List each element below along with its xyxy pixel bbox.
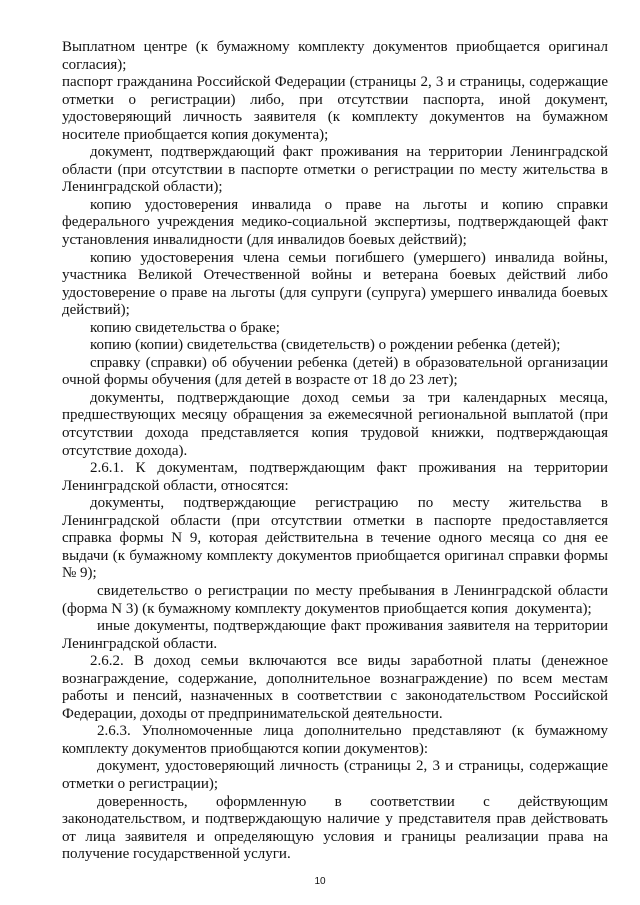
text-line: удостоверение о праве на льготы (для супруги (супруга) умершего инвалида боевых (62, 284, 608, 301)
text-line: отсутствие дохода). (62, 442, 188, 459)
text-line: законодательством, и подтверждающую наличие у представителя прав действовать (62, 811, 608, 828)
text-line: выдачи (к бумажному комплекту документов приобщается оригинал справки формы (62, 547, 608, 564)
text-line: копию удостоверения члена семьи погибшего (умершего) инвалида войны, (90, 249, 608, 266)
text-line: получение государственной услуги. (62, 846, 291, 863)
page-number: 10 (314, 876, 326, 887)
paragraph-identity-document (62, 758, 608, 793)
text-line: области (при отсутствии в паспорте отметки о регистрации по месту жительства в (62, 161, 608, 178)
text-line: вознаграждение, содержание, дополнительное вознаграждение) по всем местам (62, 670, 608, 687)
text-line: копию (копии) свидетельства (свидетельств) о рождении ребенка (детей); (90, 337, 561, 354)
paragraph-power-of-attorney (62, 794, 608, 864)
paragraph-2-6-2 (62, 653, 608, 723)
text-line: отметки о регистрации) либо, при отсутствии паспорта, иной документ, (62, 91, 608, 108)
paragraph-income-documents (62, 390, 608, 460)
text-line: федерального учреждения медико-социальной экспертизы, подтверждающей факт (62, 214, 608, 231)
text-line: паспорт гражданина Российской Федерации (страницы 2, 3 и страницы, содержащие (62, 74, 608, 91)
text-line: иные документы, подтверждающие факт проживания заявителя на территории (97, 618, 608, 635)
text-line: от лица заявителя и определяющую условия и границы реализации права на (62, 828, 608, 845)
text-line: удостоверяющий личность заявителя (к комплекту документов на бумажном (62, 109, 608, 126)
text-line: работы и пенсий, назначенных в соответствии с законодательством Российской (62, 688, 608, 705)
text-line: доверенность, оформленную в соответствии с действующим (97, 793, 608, 810)
text-line: (форма N 3) (к бумажному комплекту документов приобщается копия документа); (62, 600, 592, 617)
text-line: предшествующих месяцу обращения за ежемесячной региональной выплатой (при (62, 407, 608, 424)
text-line: свидетельство о регистрации по месту пребывания в Ленинградской области (97, 582, 608, 599)
paragraph-registration-documents (62, 495, 608, 583)
text-line: документы, подтверждающие регистрацию по месту жительства в (90, 495, 608, 512)
paragraph-continuation (62, 39, 608, 74)
paragraph-residence-document (62, 144, 608, 197)
text-line: участника Великой Отечественной войны и ветерана боевых действий либо (62, 267, 608, 284)
text-line: Федерации, доходы от предпринимательской деятельности. (62, 705, 443, 722)
text-line: согласия); (62, 56, 127, 73)
text-line: 2.6.2. В доход семьи включаются все виды заработной платы (денежное (90, 653, 608, 670)
paragraph-marriage-certificate (62, 320, 608, 338)
text-line: отсутствии дохода представляется копия трудовой книжки, подтверждающая (62, 425, 608, 442)
text-line: документ, подтверждающий факт проживания на территории Ленинградской (90, 144, 608, 161)
paragraph-2-6-3 (62, 723, 608, 758)
text-line: копию свидетельства о браке; (90, 319, 280, 336)
text-line: 2.6.1. К документам, подтверждающим факт проживания на территории (90, 460, 608, 477)
text-line: Ленинградской области. (62, 635, 218, 652)
text-line: 2.6.3. Уполномоченные лица дополнительно представляют (к бумажному (97, 723, 608, 740)
paragraph-passport (62, 74, 608, 144)
text-line: действий); (62, 302, 130, 319)
text-line: отметки о регистрации); (62, 775, 219, 792)
text-line: Выплатном центре (к бумажному комплекту документов приобщается оригинал (62, 39, 608, 55)
text-line: № 9); (62, 565, 97, 582)
text-line: носителе приобщается копия документа); (62, 126, 329, 143)
text-line: справку (справки) об обучении ребенка (детей) в образовательной организации (90, 354, 608, 371)
text-line: справка формы N 9, которая действительна в течение одного месяца со дня ее (62, 530, 608, 547)
paragraph-other-documents (62, 618, 608, 653)
text-line: документы, подтверждающие доход семьи за три календарных месяца, (90, 389, 608, 406)
text-line: Ленинградской области); (62, 179, 223, 196)
text-line: комплекту документов приобщаются копии документов): (62, 740, 429, 757)
paragraph-2-6-1 (62, 460, 608, 495)
paragraph-disability-certificate (62, 197, 608, 250)
text-line: очной формы обучения (для детей в возрасте от 18 до 23 лет); (62, 372, 458, 389)
paragraph-temporary-registration (62, 583, 608, 618)
paragraph-education-certificate (62, 355, 608, 390)
paragraph-family-member-certificate (62, 250, 608, 320)
text-line: Ленинградской области, относятся: (62, 477, 289, 494)
text-line: документ, удостоверяющий личность (страницы 2, 3 и страницы, содержащие (97, 758, 608, 775)
document-body (62, 39, 608, 864)
text-line: Ленинградской области (при отсутствии отметки в паспорте предоставляется (62, 512, 608, 529)
text-line: установления инвалидности (для инвалидов боевых действий); (62, 232, 467, 249)
paragraph-birth-certificate (62, 337, 608, 355)
text-line: копию удостоверения инвалида о праве на льготы и копию справки (90, 196, 608, 213)
